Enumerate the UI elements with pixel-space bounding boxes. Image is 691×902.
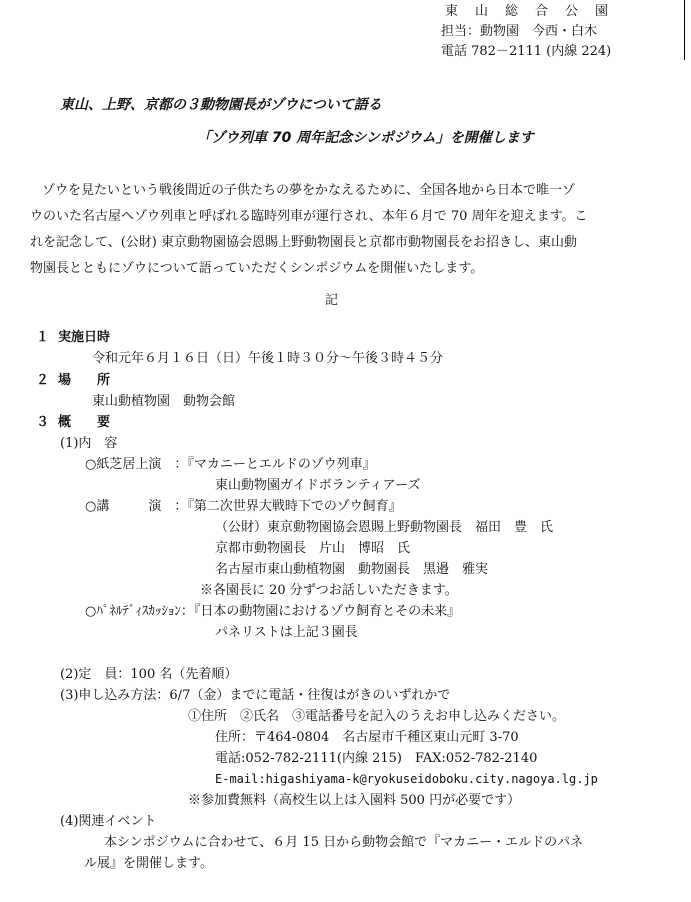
lecture-item: ○講 演 ：『第二次世界大戦時下でのゾウ飼育』 <box>85 499 402 514</box>
related-event-line-1: 本シンポジウムに合わせて、６月 15 日から動物会館で『マカニー・エルドのパネ <box>104 835 584 850</box>
organization-name: 東 山 総 合 公 園 <box>445 4 611 19</box>
contact-person: 担当：動物園 今西・白木 <box>441 24 598 39</box>
lecturer-ueno: （公財）東京動物園協会恩賜上野動物園長 福田 豊 氏 <box>215 520 554 535</box>
section-3-number: ３ <box>36 415 50 430</box>
content-label: (1)内 容 <box>60 436 118 451</box>
contact-phone: 電話 782－2111 (内線 224) <box>441 44 612 59</box>
section-2-number: ２ <box>36 373 50 388</box>
kamishibai-performer: 東山動物園ガイドボランティアーズ <box>215 478 421 493</box>
application-address: 住所：〒464-0804 名古屋市千種区東山元町 3-70 <box>215 730 519 745</box>
intro-line-2: ウのいた名古屋へゾウ列車と呼ばれる臨時列車が運行され、本年６月で 70 周年を迎えます。こ <box>30 209 588 224</box>
intro-line-1: ゾウを見たいという戦後間近の子供たちの夢をかなえるために、全国各地から日本で唯一ゾ <box>42 183 576 198</box>
fee-note: ※参加費無料（高校生以上は入園料 500 円が必要です） <box>188 793 521 808</box>
panel-discussion-item: ○ﾊﾟﾈﾙﾃﾞｨｽｶｯｼｮﾝ：『日本の動物園におけるゾウ飼育とその未来』 <box>85 604 461 619</box>
related-event-label: (4)関連イベント <box>60 814 157 829</box>
lecturer-kyoto: 京都市動物園長 片山 博昭 氏 <box>215 541 411 556</box>
related-event-line-2: ル展』を開催します。 <box>84 856 213 871</box>
section-3-heading: 概 要 <box>58 415 111 430</box>
title-line-2: 「ゾウ列車 70 周年記念シンポジウム」を開催します <box>197 130 534 146</box>
section-2-heading: 場 所 <box>58 373 111 388</box>
application-method: (3)申し込み方法：6/7（金）までに電話・往復はがきのいずれかで <box>60 688 451 703</box>
intro-line-3: れを記念して、(公財) 東京動物園協会恩賜上野動物園長と京都市動物園長をお招きし、東山動 <box>30 235 578 250</box>
application-phone-fax: 電話:052-782-2111(内線 215) FAX:052-782-2140 <box>215 751 538 766</box>
panelists: パネリストは上記３園長 <box>215 625 358 640</box>
ki-mark: 記 <box>325 293 339 308</box>
kamishibai-item: ○紙芝居上演 ：『マカニーとエルドのゾウ列車』 <box>85 457 376 472</box>
title-line-1: 東山、上野、京都の３動物園長がゾウについて語る <box>60 97 382 113</box>
capacity: (2)定 員：100 名（先着順） <box>60 667 238 682</box>
application-requirements: ①住所 ②氏名 ③電話番号を記入のうえお申し込みください。 <box>188 709 566 724</box>
section-1-heading: 実施日時 <box>58 330 111 345</box>
event-venue: 東山動植物園 動物会館 <box>92 394 236 409</box>
application-email: E-mail:higashiyama-k@ryokuseidoboku.city.nagoya.lg.jp <box>215 772 598 786</box>
section-1-number: １ <box>36 330 50 345</box>
intro-line-4: 物園長とともにゾウについて語っていただくシンポジウムを開催いたします。 <box>30 261 484 276</box>
lecture-note: ※各園長に 20 分ずつお話しいただきます。 <box>200 583 458 598</box>
event-datetime: 令和元年６月１６日（日）午後１時３０分～午後３時４５分 <box>92 351 444 366</box>
lecturer-higashiyama: 名古屋市東山動植物園 動物園長 黒邉 雅実 <box>215 562 489 577</box>
